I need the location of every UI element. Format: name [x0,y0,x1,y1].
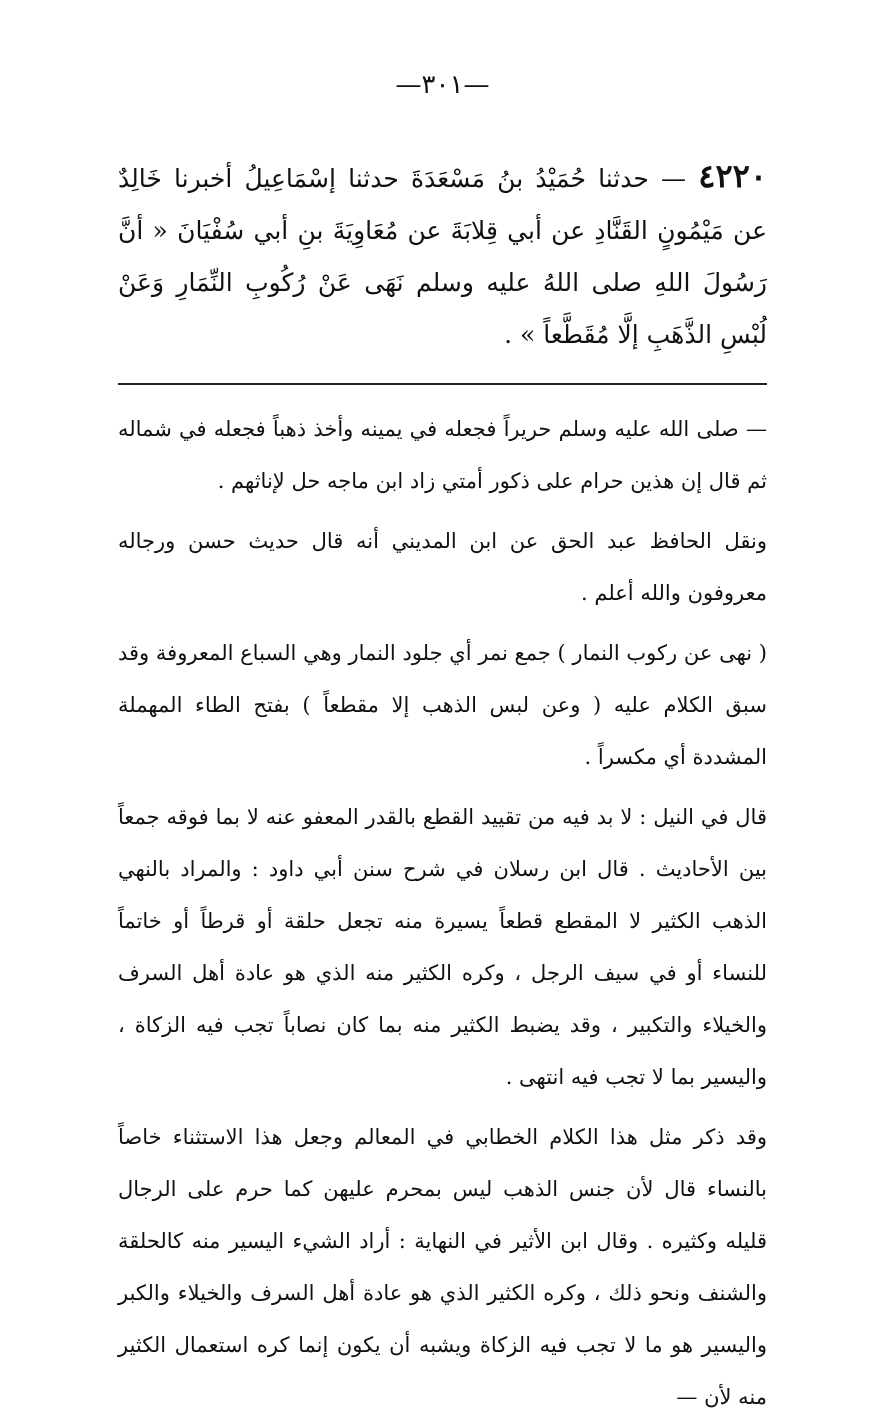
commentary-paragraph: ( نهى عن ركوب النمار ) جمع نمر أي جلود النمار وهي السباع المعروفة وقد سبق الكلام عليه ( وعن لبس الذهب إلا مقطعاً ) بفتح الطاء المهملة المشددة أي مكسراً . [118,641,767,769]
hadith-text: — حدثنا حُمَيْدُ بنُ مَسْعَدَةَ حدثنا إسْمَاعِيلُ أخبرنا خَالِدٌ عن مَيْمُونٍ القَنَّادِ عن أبي قِلابَةَ عن مُعَاوِيَةَ بنِ أبي سُفْيَانَ « أنَّ رَسُولَ اللهِ صلى اللهُ عليه وسلم نَهَى عَنْ رُكُوبِ النِّمَارِ وَعَنْ لُبْسِ الذَّهَبِ إلَّا مُقَطَّعاً » . [118,164,767,349]
commentary-paragraph: قال في النيل : لا بد فيه من تقييد القطع بالقدر المعفو عنه لا بما فوقه جمعاً بين الأحاديث . قال ابن رسلان في شرح سنن أبي داود : والمراد بالنهي الذهب الكثير لا المقطع قطعاً يسيرة منه تجعل حلقة أو قرطاً أو خاتماً للنساء أو في سيف الرجل ، وكره الكثير منه الذي هو عادة أهل السرف والخيلاء والتكبير ، وقد يضبط الكثير منه بما كان نصاباً تجب فيه الزكاة ، واليسير بما لا تجب فيه انتهى . [118,805,767,1089]
page-number: —٣٠١— [395,70,490,100]
commentary-paragraph: — صلى الله عليه وسلم حريراً فجعله في يمينه وأخذ ذهباً فجعله في شماله ثم قال إن هذين حرام على ذكور أمتي زاد ابن ماجه حل لإناثهم . [118,417,767,493]
commentary-paragraph: وقد ذكر مثل هذا الكلام الخطابي في المعالم وجعل هذا الاستثناء خاصاً بالنساء قال لأن جنس الذهب ليس بمحرم عليهن كما حرم على الرجال قليله وكثيره . وقال ابن الأثير في النهاية : أراد الشيء اليسير منه كالحلقة والشنف ونحو ذلك ، وكره الكثير الذي هو عادة أهل السرف والخيلاء والكبر واليسير هو ما لا تجب فيه الزكاة ويشبه أن يكون إنما كره استعمال الكثير منه لأن — [118,1125,767,1409]
hadith-text-block [118,150,767,361]
section-divider [118,383,767,385]
commentary-paragraph: ونقل الحافظ عبد الحق عن ابن المديني أنه قال حديث حسن ورجاله معروفون والله أعلم . [118,529,767,605]
hadith-number: ٤٢٢٠ [698,157,768,195]
commentary [118,403,767,1423]
